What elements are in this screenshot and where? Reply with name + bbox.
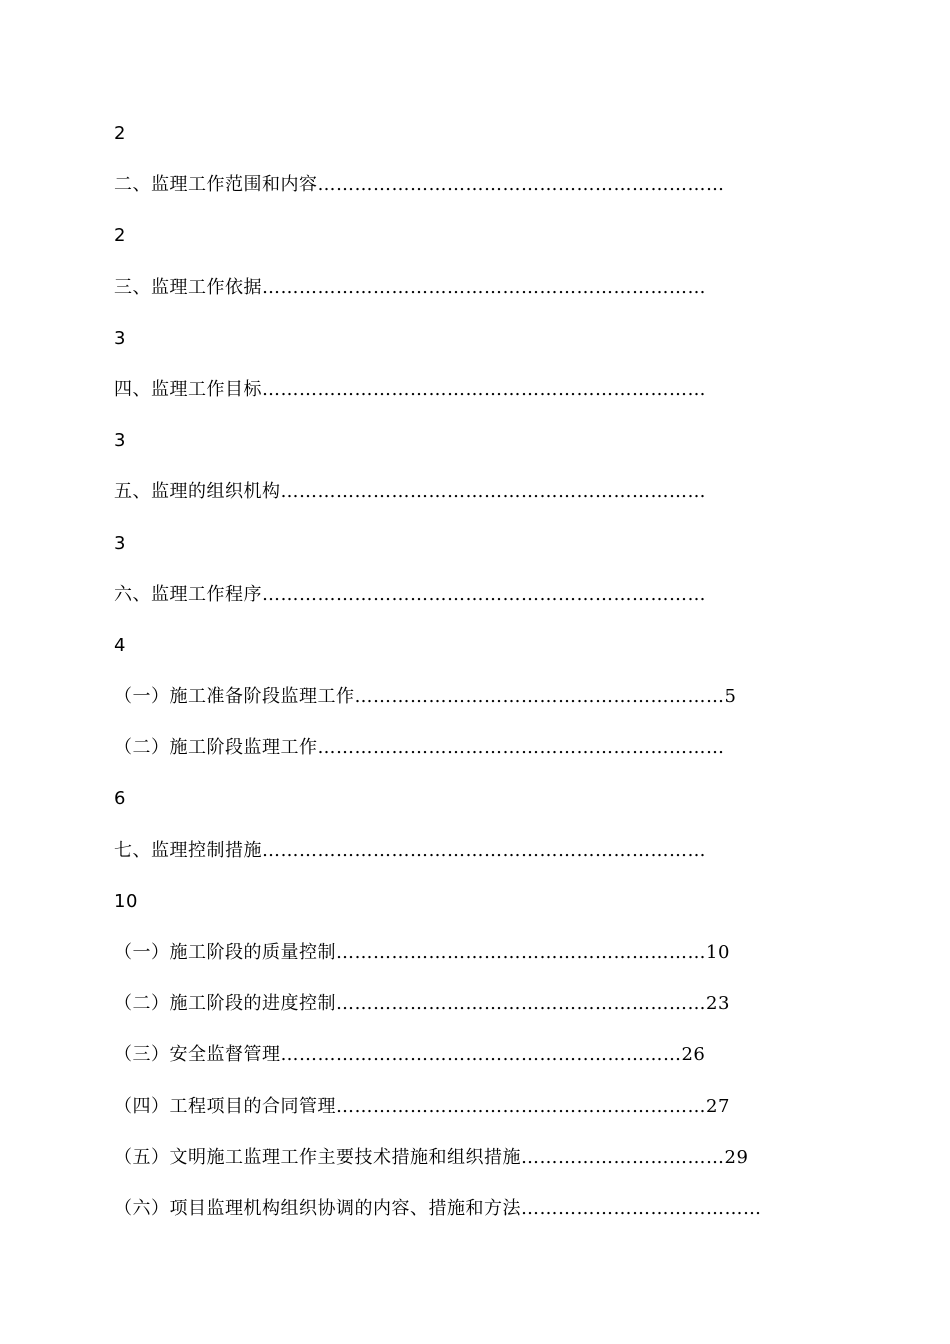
toc-entry-civilized-construction[interactable]: （五）文明施工监理工作主要技术措施和组织措施……………………………29 bbox=[114, 1146, 749, 1168]
toc-entry-coordination[interactable]: （六）项目监理机构组织协调的内容、措施和方法………………………………… bbox=[114, 1197, 762, 1219]
toc-entry-scope[interactable]: 二、监理工作范围和内容………………………………………………………… bbox=[114, 174, 725, 196]
toc-page-number: 2 bbox=[114, 123, 126, 144]
toc-entry-safety-supervision[interactable]: （三）安全监督管理…………………………………………..……………26 bbox=[114, 1044, 706, 1066]
toc-page-number: 6 bbox=[114, 788, 126, 810]
toc-page-number: 3 bbox=[114, 532, 126, 554]
toc-page-number: 3 bbox=[114, 430, 126, 452]
toc-entry-contract-management[interactable]: （四）工程项目的合同管理……………………………………………………27 bbox=[114, 1095, 730, 1117]
toc-entry-quality-control[interactable]: （一）施工阶段的质量控制……………………………………………………10 bbox=[114, 942, 730, 963]
table-of-contents bbox=[114, 112, 838, 1238]
toc-entry-preparation-stage[interactable]: （一）施工准备阶段监理工作……………………………………………………5 bbox=[114, 686, 737, 708]
toc-entry-control-measures[interactable]: 七、监理控制措施……………………………………………………………… bbox=[114, 839, 706, 861]
toc-entry-goals[interactable]: 四、监理工作目标……………………………………………………………… bbox=[114, 378, 706, 400]
toc-page-number: 10 bbox=[114, 890, 138, 912]
toc-entry-organization[interactable]: 五、监理的组织机构…………………………………………………………… bbox=[114, 481, 706, 503]
toc-page-number: 2 bbox=[114, 225, 126, 247]
toc-page-number: 3 bbox=[114, 327, 126, 349]
toc-entry-schedule-control[interactable]: （二）施工阶段的进度控制……………………………………………………23 bbox=[114, 993, 730, 1015]
toc-entry-construction-stage[interactable]: （二）施工阶段监理工作………………………………………………………… bbox=[114, 737, 725, 759]
toc-entry-procedure[interactable]: 六、监理工作程序……………………………………………………………… bbox=[114, 583, 706, 605]
toc-entry-basis[interactable]: 三、监理工作依据……………………………………………………………… bbox=[114, 276, 706, 298]
toc-page-number: 4 bbox=[114, 634, 126, 656]
